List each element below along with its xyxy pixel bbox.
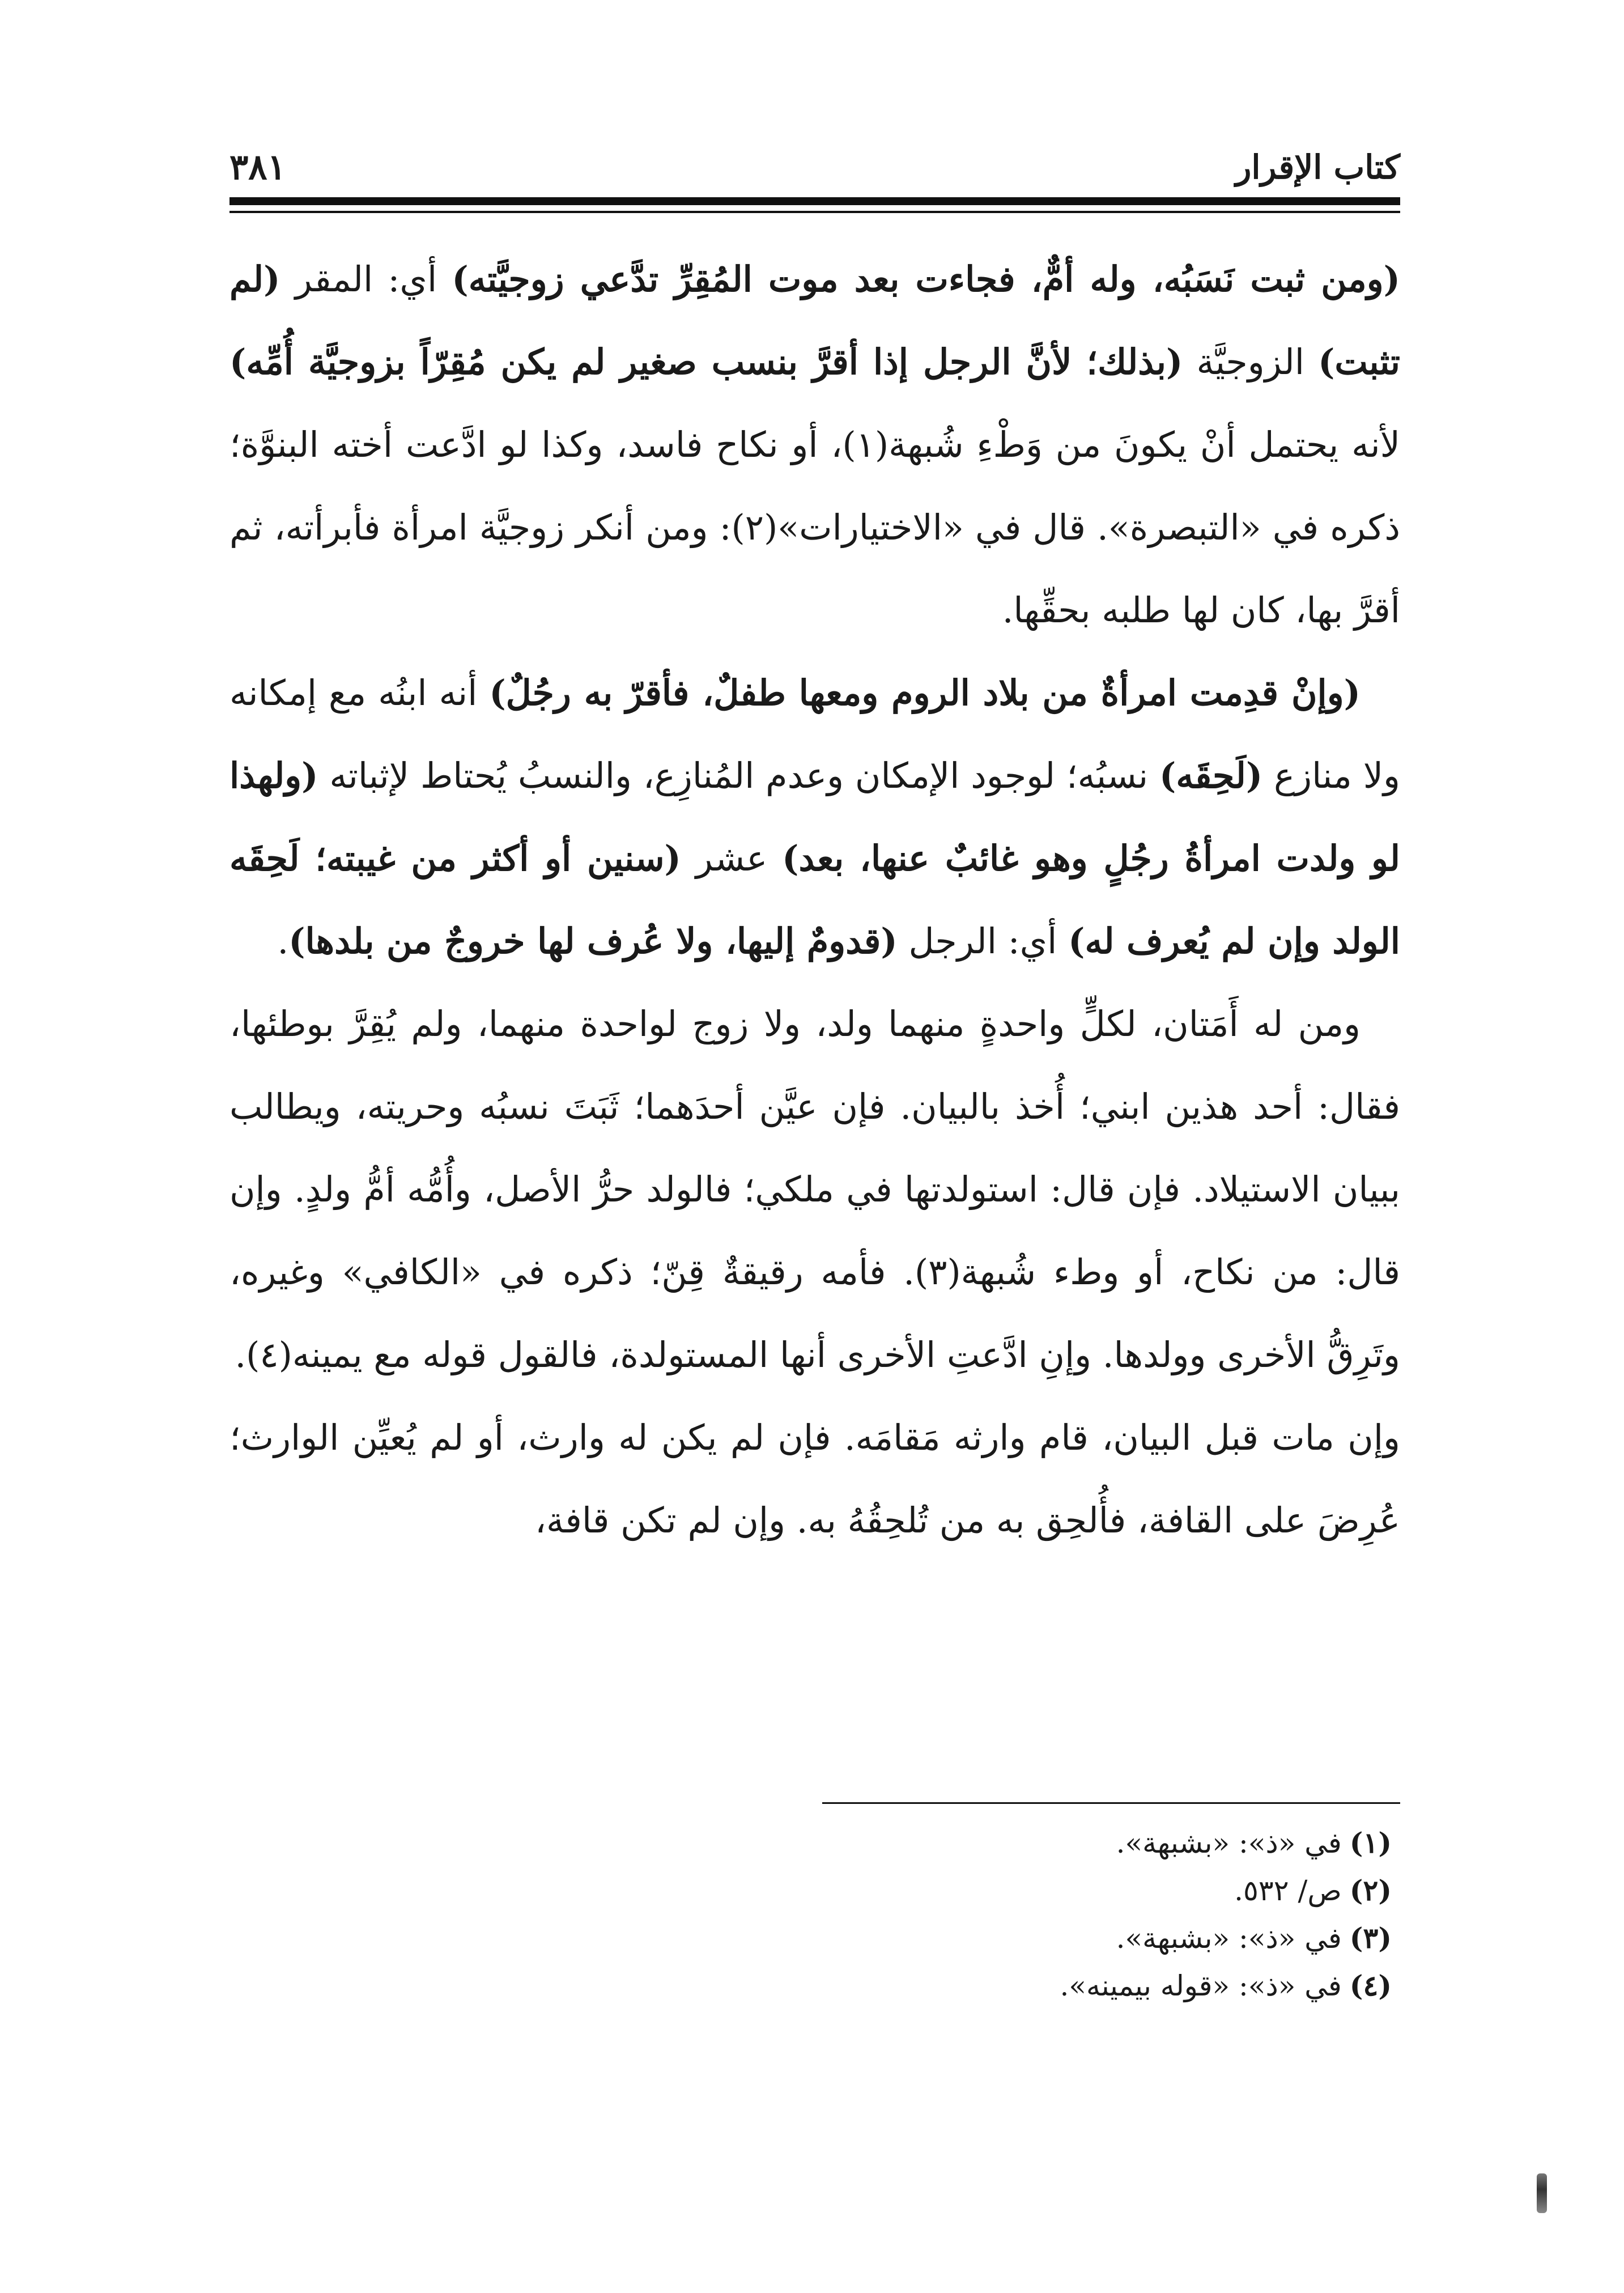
main-text bbox=[229, 238, 1400, 1562]
footnote-text: في «ذ»: «بشبهة». bbox=[1116, 1827, 1342, 1859]
text-segment: ومن له أَمَتان، لكلٍّ واحدةٍ منهما ولد، ولا زوج لواحدة منهما، ولم يُقِرَّ بوطئها، فقال: أحد هذين ابني؛ أُخذ بالبيان. فإن عيَّن أحدَهما؛ ثَبَتَ نسبُه وحريته، ويطالب ببيان الاستيلاد. فإن قال: استولدتها في ملكي؛ فالولد حرُّ الأصل، وأُمُّه أمُّ ولدٍ. وإن قال: من نكاح، أو وطء شُبهة(٣). فأمه رقيقةٌ قِنّ؛ ذكره في «الكافي» وغيره، وتَرِقُّ الأخرى وولدها. وإنِ ادَّعتِ الأخرى أنها المستولدة، فالقول قوله مع يمينه(٤). bbox=[229, 1003, 1400, 1375]
text-segment: أنه ابنُه مع إمكانه ولا منازع bbox=[229, 672, 1400, 796]
page-header bbox=[229, 142, 1400, 193]
text-segment: (بذلك؛ لأنَّ الرجل إذا أقرَّ بنسب صغير لم يكن مُقِرّاً بزوجيَّة أُمِّه) bbox=[229, 341, 1183, 383]
footnote-number: (٤) bbox=[1349, 1969, 1392, 2002]
text-segment: (سنين أو أكثر من غيبته؛ لَحِقَه الولد وإن لم يُعرف له) bbox=[229, 838, 1400, 962]
text-segment: (ولهذا لو ولدت امرأةُ رجُلٍ وهو غائبٌ عنها، بعد) bbox=[229, 755, 1400, 879]
text-segment: عشر bbox=[681, 838, 783, 879]
text-segment: نسبُه؛ لوجود الإمكان وعدم المُنازِع، والنسبُ يُحتاط لإثباته bbox=[318, 755, 1160, 796]
header-rule-thick bbox=[229, 197, 1400, 205]
text-segment: وإن مات قبل البيان، قام وارثه مَقامَه. فإن لم يكن له وارث، أو لم يُعيِّن الوارث؛ عُرِضَ على القافة، فأُلحِق به من تُلحِقُهُ به. وإن لم تكن قافة، bbox=[229, 1417, 1400, 1541]
footnote bbox=[598, 1819, 1392, 1867]
text-segment: أي: الرجل bbox=[897, 920, 1069, 962]
paragraph bbox=[229, 652, 1400, 983]
paragraph bbox=[229, 983, 1400, 1396]
footnote-text: ص/ ٥٣٢. bbox=[1234, 1874, 1342, 1907]
text-segment: (قدومٌ إليها، ولا عُرف لها خروجٌ من بلدها) bbox=[288, 920, 898, 962]
paragraph bbox=[229, 238, 1400, 652]
footnote-number: (٣) bbox=[1349, 1921, 1392, 1955]
text-segment: الزوجيَّة bbox=[1183, 341, 1319, 383]
text-segment: (وإنْ قدِمت امرأةٌ من بلاد الروم ومعها طفلٌ، فأقرّ به رجُلٌ) bbox=[489, 672, 1361, 714]
page-number: ٣٨١ bbox=[229, 146, 286, 188]
footnote-text: في «ذ»: «بشبهة». bbox=[1116, 1922, 1342, 1955]
text-segment: لأنه يحتمل أنْ يكونَ من وَطْءِ شُبهة(١)، أو نكاح فاسد، وكذا لو ادَّعت أخته البنوَّة؛ ذكره في «التبصرة». قال في «الاختيارات»(٢): ومن أنكر زوجيَّة امرأة فأبرأته، ثم أقرَّ بها، كان لها طلبه بحقِّها. bbox=[229, 424, 1401, 631]
text-segment: (لم تثبت) bbox=[229, 258, 1400, 383]
footnote-number: (١) bbox=[1349, 1826, 1392, 1859]
header-rule-thin bbox=[229, 211, 1400, 213]
footnote-separator bbox=[822, 1802, 1400, 1804]
chapter-title: كتاب الإقرار bbox=[1235, 148, 1400, 186]
footnotes bbox=[598, 1819, 1392, 2010]
text-segment: (ومن ثبت نَسَبُه، وله أمٌّ، فجاءت بعد موت المُقِرِّ تدَّعي زوجيَّته) bbox=[452, 258, 1400, 300]
text-segment: (لَحِقَه) bbox=[1159, 755, 1263, 796]
footnote bbox=[598, 1914, 1392, 1962]
scan-artifact bbox=[1537, 2173, 1547, 2213]
footnote-text: في «ذ»: «قوله بيمينه». bbox=[1060, 1969, 1342, 2002]
text-segment: أي: المقر bbox=[280, 258, 452, 300]
footnote-number: (٢) bbox=[1349, 1874, 1392, 1907]
text-segment: . bbox=[277, 920, 289, 962]
footnote bbox=[598, 1962, 1392, 2010]
footnote bbox=[598, 1867, 1392, 1914]
paragraph bbox=[229, 1396, 1400, 1562]
